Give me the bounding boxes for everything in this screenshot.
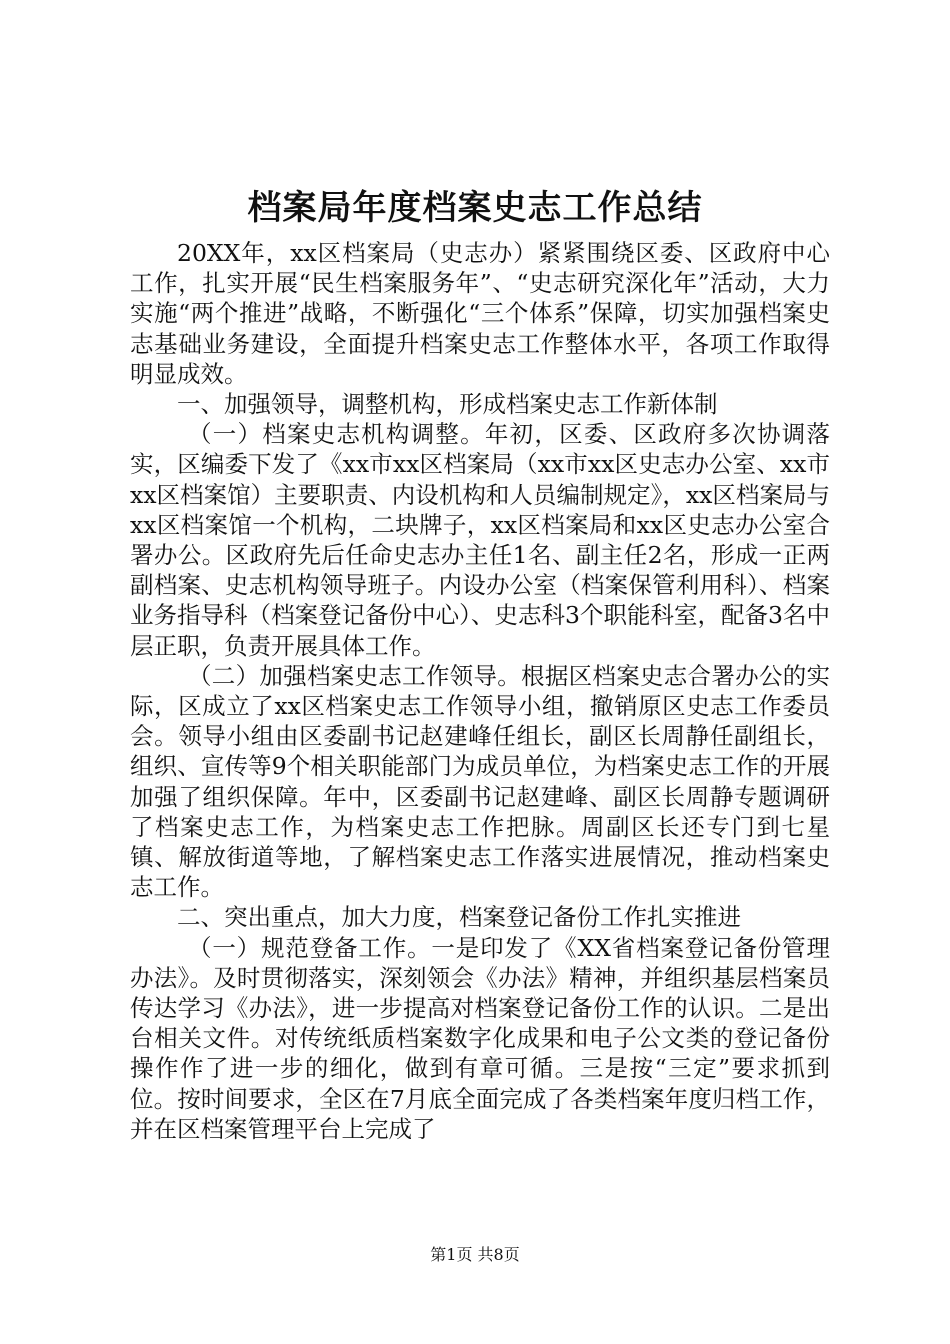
subsection-paragraph: （一）规范登备工作。一是印发了《XX省档案登记备份管理办法》。及时贯彻落实，深刻领会《办法》精神，并组织基层档案员传达学习《办法》，进一步提高对档案登记备份工作的认识。二是出台相关文件。对传统纸质档案数字化成果和电子公文类的登记备份操作作了进一步的细化，做到有章可循。三是按“三定”要求抓到位。按时间要求，全区在7月底全面完成了各类档案年度归档工作，并在区档案管理平台上完成了 <box>130 933 830 1143</box>
intro-paragraph: 20XX年，xx区档案局（史志办）紧紧围绕区委、区政府中心工作，扎实开展“民生档案服务年”、“史志研究深化年”活动，大力实施“两个推进”战略，不断强化“三个体系”保障，切实加强档案史志基础业务建设，全面提升档案史志工作整体水平，各项工作取得明显成效。 <box>130 239 830 388</box>
document-title: 档案局年度档案史志工作总结 <box>247 188 703 228</box>
section-heading-1: 一、加强领导，调整机构，形成档案史志工作新体制 <box>177 390 718 419</box>
document-body <box>130 238 830 1144</box>
subsection-paragraph: （一）档案史志机构调整。年初，区委、区政府多次协调落实，区编委下发了《xx市xx区档案局（xx市xx区史志办公室、xx市xx区档案馆）主要职责、内设机构和人员编制规定》，xx区档案局与xx区档案馆一个机构，二块牌子，xx区档案局和xx区史志办公室合署办公。区政府先后任命史志办主任1名、副主任2名，形成一正两副档案、史志机构领导班子。内设办公室（档案保管利用科）、档案业务指导科（档案登记备份中心）、史志科3个职能科室，配备3名中层正职，负责开展具体工作。 <box>130 420 830 660</box>
section-heading-2: 二、突出重点，加大力度，档案登记备份工作扎实推进 <box>177 903 741 932</box>
page-footer: 第1页 共8页 <box>430 1245 520 1264</box>
subsection-paragraph: （二）加强档案史志工作领导。根据区档案史志合署办公的实际，区成立了xx区档案史志工作领导小组，撤销原区史志工作委员会。领导小组由区委副书记赵建峰任组长，副区长周静任副组长，组织、宣传等9个相关职能部门为成员单位，为档案史志工作的开展加强了组织保障。年中，区委副书记赵建峰、副区长周静专题调研了档案史志工作，为档案史志工作把脉。周副区长还专门到七星镇、解放街道等地，了解档案史志工作落实进展情况，推动档案史志工作。 <box>130 661 830 902</box>
